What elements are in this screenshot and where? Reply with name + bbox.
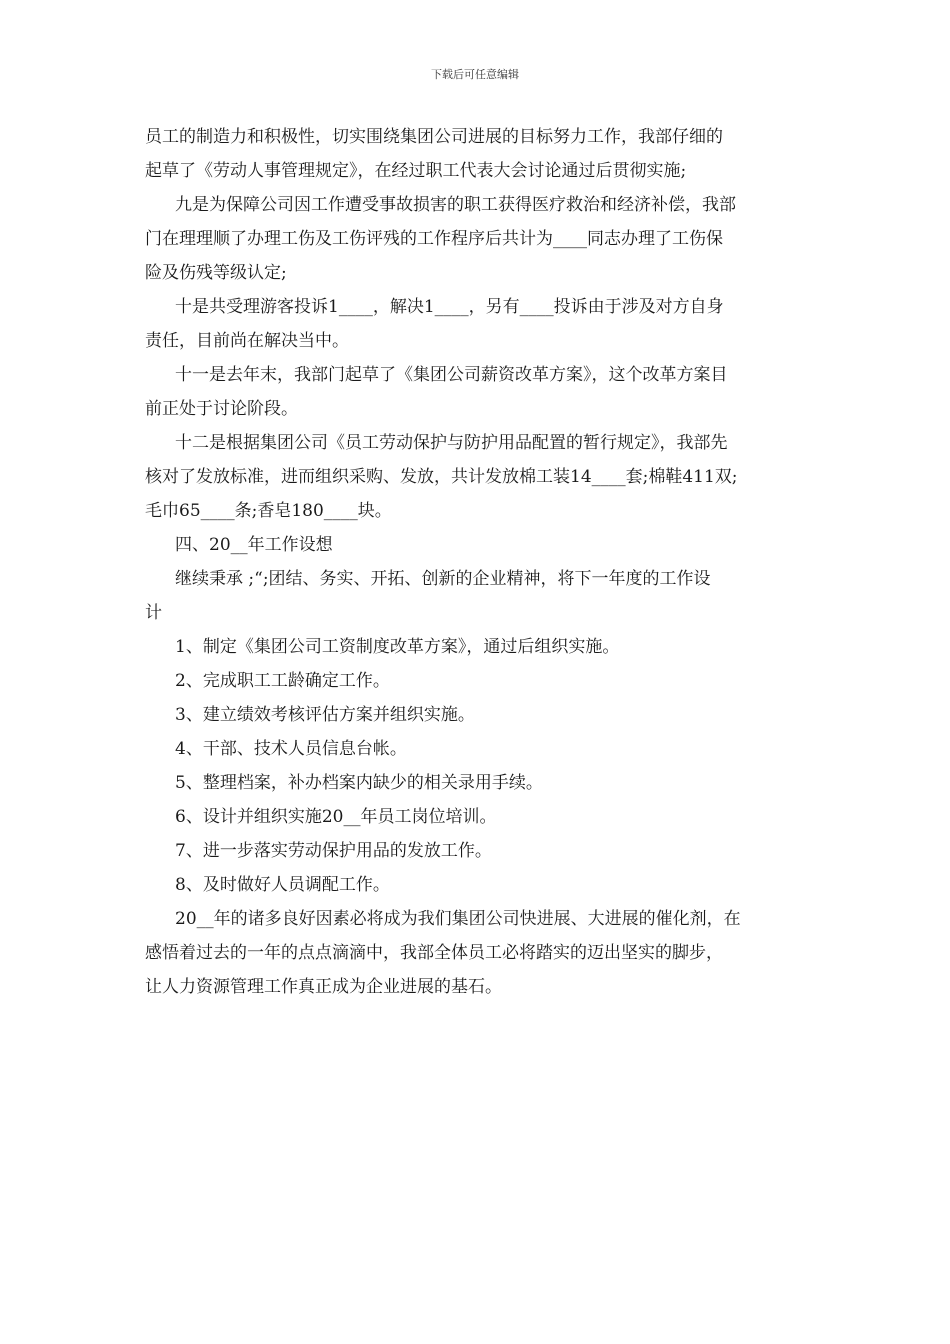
paragraph-line: 十二是根据集团公司《员工劳动保护与防护用品配置的暂行规定》，我部先 — [175, 433, 728, 453]
paragraph-line: 计 — [145, 603, 162, 623]
paragraph-line: 九是为保障公司因工作遭受事故损害的职工获得医疗救治和经济补偿，我部 — [175, 195, 736, 215]
paragraph-line: 毛巾65____条;香皂180____块。 — [145, 501, 392, 521]
list-item: 3、建立绩效考核评估方案并组织实施。 — [175, 705, 475, 725]
paragraph-line: 让人力资源管理工作真正成为企业进展的基石。 — [145, 977, 502, 997]
paragraph-line: 门在理理顺了办理工伤及工伤评残的工作程序后共计为____同志办理了工伤保 — [145, 229, 723, 249]
paragraph-line: 核对了发放标准，进而组织采购、发放，共计发放棉工装14____套;棉鞋411双; — [145, 467, 738, 487]
document-body — [145, 120, 817, 1004]
list-item: 4、干部、技术人员信息台帐。 — [175, 739, 407, 759]
paragraph-line: 员工的制造力和积极性，切实围绕集团公司进展的目标努力工作，我部仔细的 — [145, 127, 723, 147]
paragraph-line: 责任，目前尚在解决当中。 — [145, 331, 349, 351]
list-item: 7、进一步落实劳动保护用品的发放工作。 — [175, 841, 492, 861]
paragraph-line: 前正处于讨论阶段。 — [145, 399, 298, 419]
paragraph-line: 十一是去年末，我部门起草了《集团公司薪资改革方案》，这个改革方案目 — [175, 365, 728, 385]
paragraph-line: 起草了《劳动人事管理规定》，在经过职工代表大会讨论通过后贯彻实施; — [145, 161, 687, 181]
paragraph-line: 继续秉承 ;“;团结、务实、开拓、创新的企业精神，将下一年度的工作设 — [175, 569, 711, 589]
paragraph-line: 十是共受理游客投诉1____，解决1____，另有____投诉由于涉及对方自身 — [175, 297, 724, 317]
paragraph-line: 险及伤残等级认定; — [145, 263, 287, 283]
list-item: 1、制定《集团公司工资制度改革方案》，通过后组织实施。 — [175, 637, 620, 657]
list-item: 6、设计并组织实施20__年员工岗位培训。 — [175, 807, 497, 827]
paragraph-line: 感悟着过去的一年的点点滴滴中，我部全体员工必将踏实的迈出坚实的脚步， — [145, 943, 723, 963]
paragraph-line: 20__年的诸多良好因素必将成为我们集团公司快进展、大进展的催化剂，在 — [175, 909, 741, 929]
page-header-note: 下载后可任意编辑 — [431, 68, 519, 81]
list-item: 8、及时做好人员调配工作。 — [175, 875, 390, 895]
list-item: 2、完成职工工龄确定工作。 — [175, 671, 390, 691]
section-heading: 四、20__年工作设想 — [175, 535, 333, 555]
list-item: 5、整理档案，补办档案内缺少的相关录用手续。 — [175, 773, 543, 793]
